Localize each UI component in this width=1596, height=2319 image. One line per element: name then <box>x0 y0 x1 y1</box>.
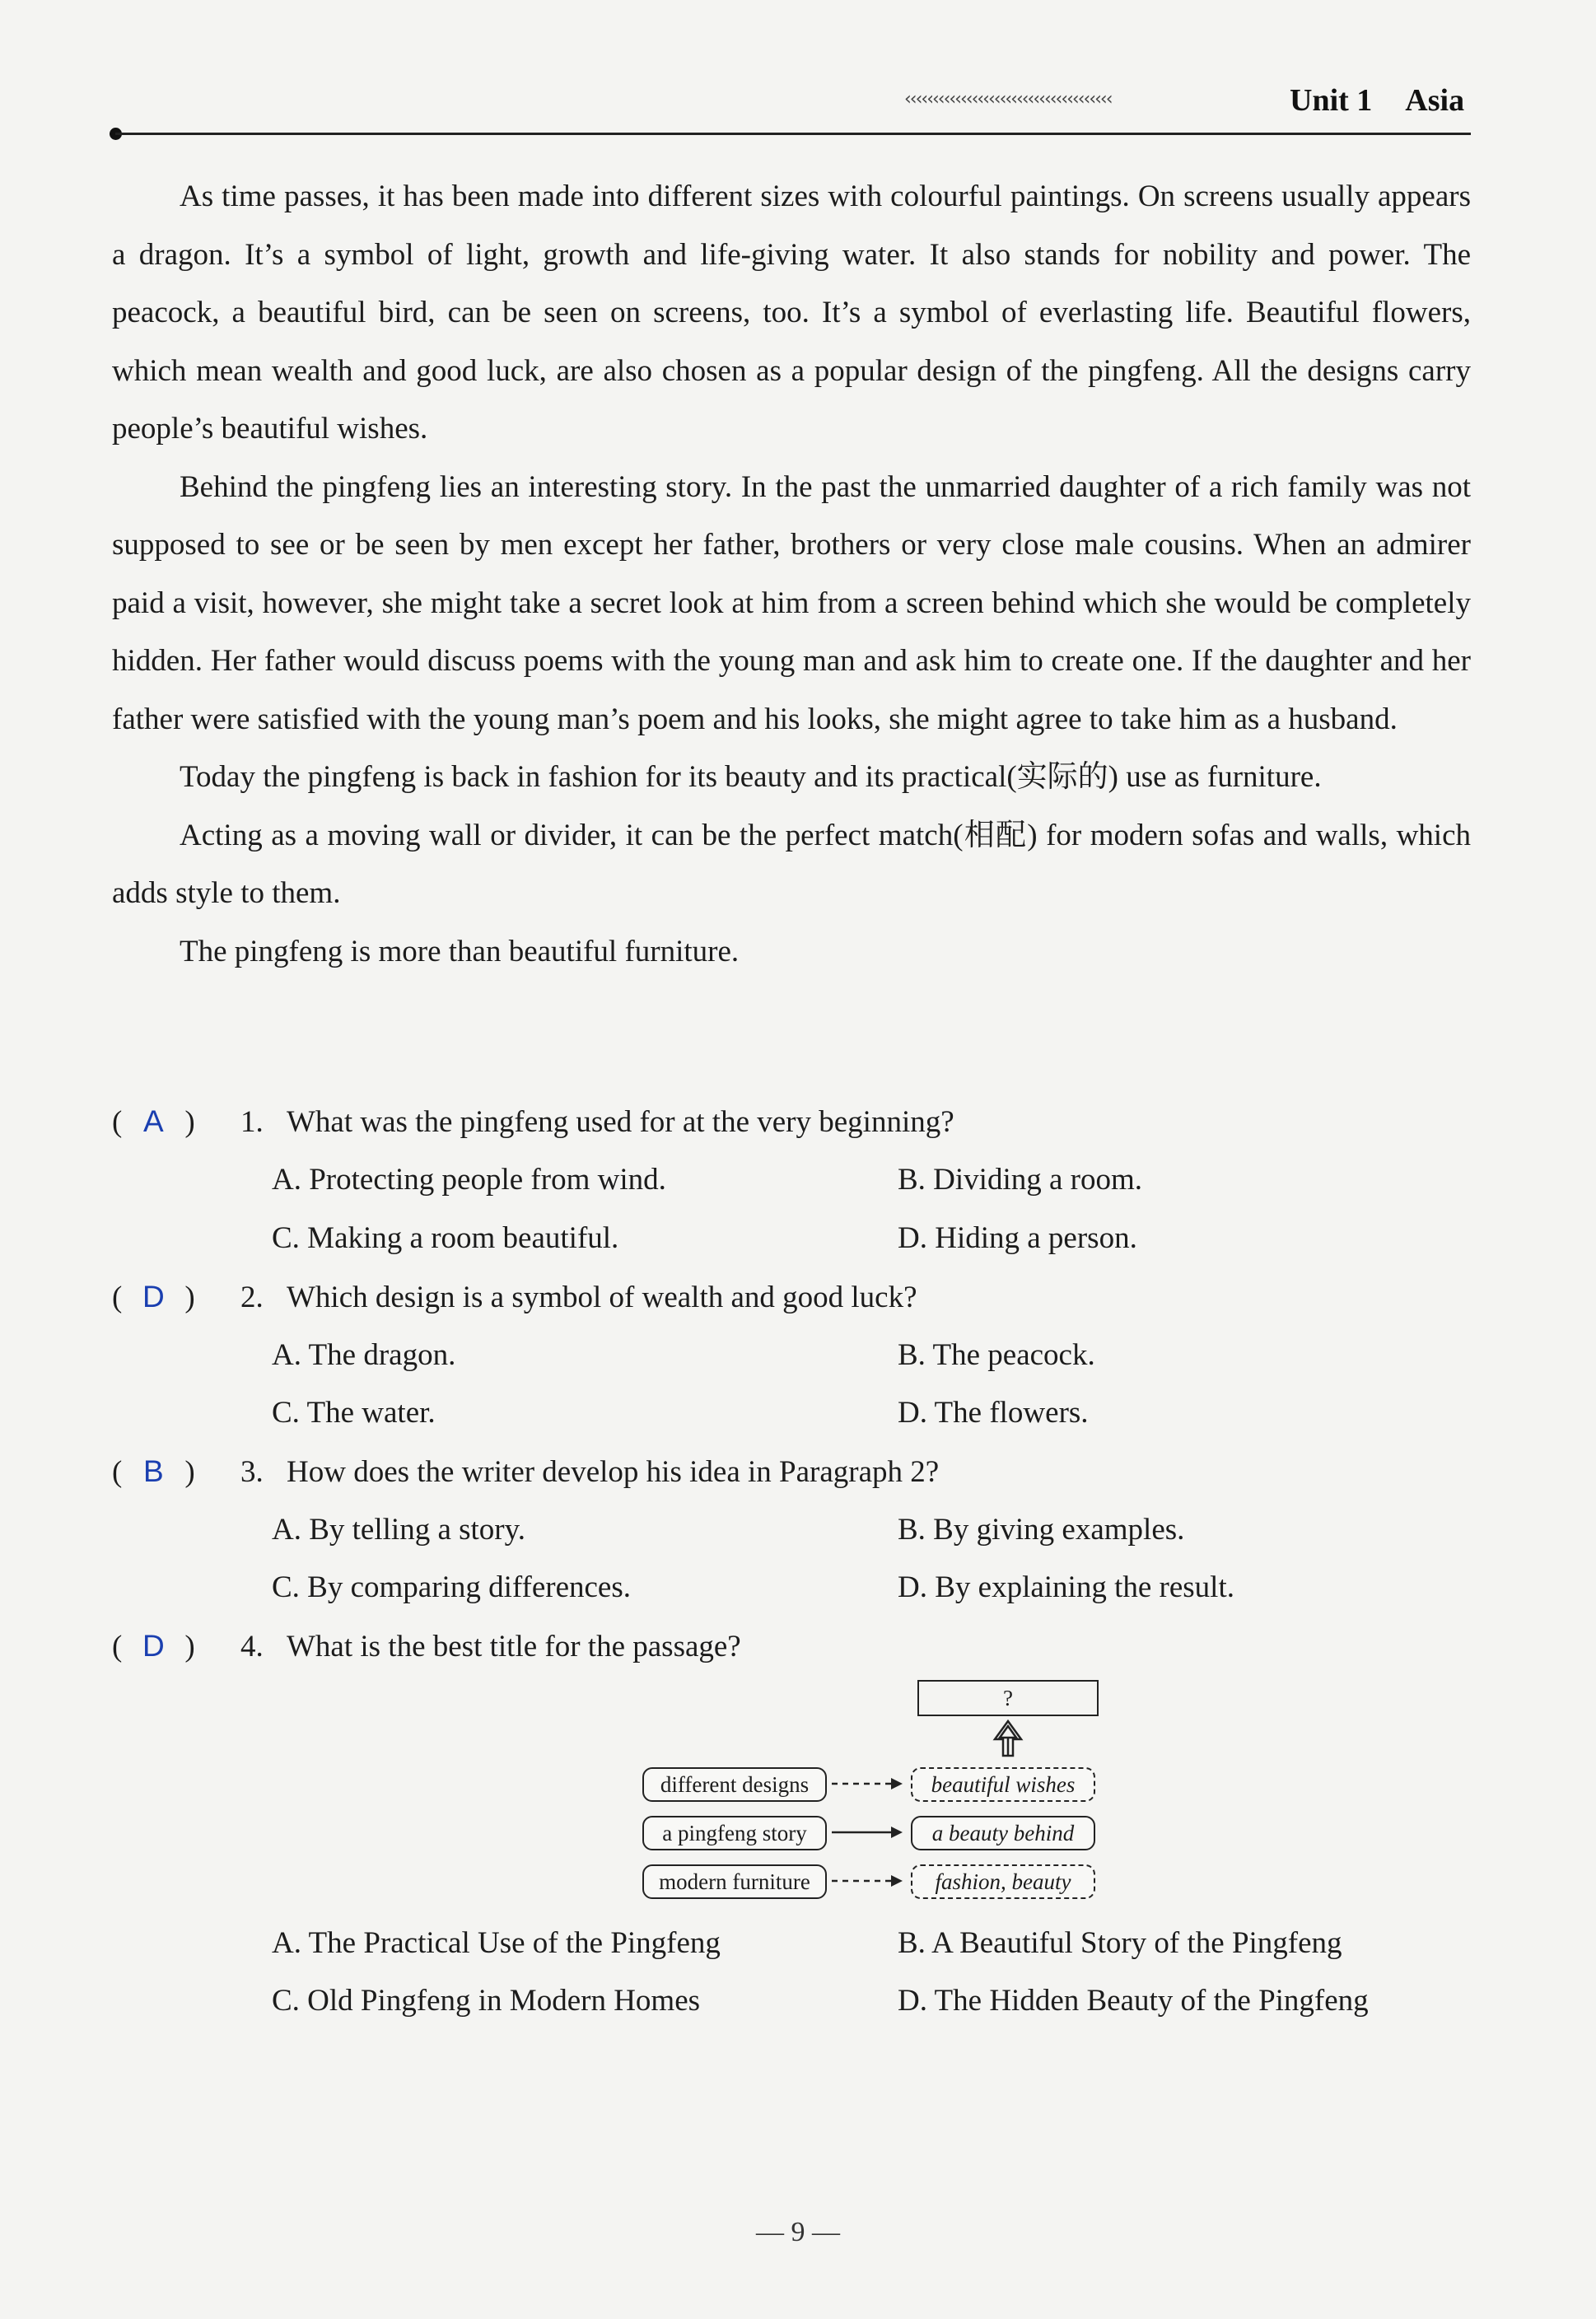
option-b: B. By giving examples. <box>898 1513 1185 1547</box>
paragraph: Behind the pingfeng lies an interesting story. In the past the unmarried daughter of a rich family was not supposed to see or be seen by men except her father, brothers or very close male cousins. When an admirer paid a visit, however, she might take a secret look at him from a screen behind which she would be completely hidden. Her father would discuss poems with the young man and ask him to create one. If the daughter and her father were satisfied with the young man’s poem and his looks, she might agree to take him as a husband. <box>112 469 1471 736</box>
solid-arrow-2 <box>832 1827 903 1838</box>
option-d: D. The Hidden Beauty of the Pingfeng <box>898 1984 1369 2018</box>
paragraph: As time passes, it has been made into different sizes with colourful paintings. On screens usually appears a dragon. It’s a symbol of light, growth and life-giving water. It also stands for nobility and power. The peacock, a beautiful bird, can be seen on screens, too. It’s a symbol of everlasting life. Beautiful flowers, which mean wealth and good luck, are also chosen as a popular design of the pingfeng. All the designs carry people’s beautiful wishes. <box>112 180 1471 446</box>
answer-mark: D <box>142 1280 165 1313</box>
answer-slot: ( A ) <box>112 1102 240 1142</box>
paragraph: The pingfeng is more than beautiful furniture. <box>180 934 740 968</box>
answer-mark: D <box>142 1629 165 1663</box>
option-a: A. The Practical Use of the Pingfeng <box>272 1926 721 1960</box>
paragraph: Today the pingfeng is back in fashion for its beauty and its practical(实际的) use as furniture. <box>180 760 1322 794</box>
option-b: B. A Beautiful Story of the Pingfeng <box>898 1926 1342 1960</box>
answer-slot: ( D ) <box>112 1626 240 1667</box>
reading-passage <box>112 168 1471 981</box>
option-c: C. Old Pingfeng in Modern Homes <box>272 1984 701 2018</box>
option-c: C. By comparing differences. <box>272 1570 631 1604</box>
header-title <box>1290 82 1464 119</box>
answer-slot: ( D ) <box>112 1277 240 1318</box>
unit-label: Unit 1 <box>1290 83 1373 118</box>
option-d: D. The flowers. <box>898 1396 1089 1430</box>
option-d: D. By explaining the result. <box>898 1570 1234 1604</box>
header-rule <box>115 133 1471 135</box>
diagram-left-box: different designs <box>642 1767 827 1802</box>
up-arrow-icon <box>995 1721 1021 1756</box>
question-text: Which design is a symbol of wealth and good luck? <box>287 1281 917 1314</box>
answer-mark: A <box>142 1104 164 1138</box>
diagram-left-box: modern furniture <box>642 1864 827 1899</box>
question-number: 1. <box>240 1105 264 1139</box>
diagram-right-box: beautiful wishes <box>911 1767 1095 1802</box>
option-b: B. Dividing a room. <box>898 1163 1143 1197</box>
question-number: 4. <box>240 1630 264 1663</box>
option-c: C. The water. <box>272 1396 436 1430</box>
question-text: How does the writer develop his idea in Paragraph 2? <box>287 1455 940 1489</box>
question-number: 2. <box>240 1281 264 1314</box>
question-text: What is the best title for the passage? <box>287 1630 741 1663</box>
dashed-arrow-3 <box>832 1875 903 1887</box>
header-decoration: ‹‹‹‹‹‹‹‹‹‹‹‹‹‹‹‹‹‹‹‹‹‹‹‹‹‹‹‹‹‹‹‹‹‹‹‹‹ <box>904 89 1112 110</box>
dashed-arrow-1 <box>832 1778 903 1789</box>
question-3 <box>112 1452 1471 1492</box>
question-2 <box>112 1277 1471 1318</box>
diagram-left-box: a pingfeng story <box>642 1816 827 1850</box>
option-b: B. The peacock. <box>898 1338 1095 1372</box>
option-c: C. Making a room beautiful. <box>272 1221 619 1255</box>
option-a: A. The dragon. <box>272 1338 456 1372</box>
title-question-box: ? <box>917 1680 1099 1716</box>
diagram-right-box: a beauty behind <box>911 1816 1095 1850</box>
question-number: 3. <box>240 1455 264 1489</box>
option-a: A. By telling a story. <box>272 1513 525 1547</box>
option-d: D. Hiding a person. <box>898 1221 1137 1255</box>
topic-label: Asia <box>1405 83 1465 118</box>
question-1 <box>112 1102 1471 1142</box>
question-text: What was the pingfeng used for at the very beginning? <box>287 1105 954 1139</box>
diagram-right-box: fashion, beauty <box>911 1864 1095 1899</box>
paragraph: Acting as a moving wall or divider, it can be the perfect match(相配) for modern sofas and walls, which adds style to them. <box>112 818 1471 910</box>
answer-slot: ( B ) <box>112 1452 240 1492</box>
option-a: A. Protecting people from wind. <box>272 1163 666 1197</box>
answer-mark: B <box>142 1454 164 1488</box>
page-number: — 9 — <box>756 2217 840 2247</box>
question-4 <box>112 1626 1471 1667</box>
